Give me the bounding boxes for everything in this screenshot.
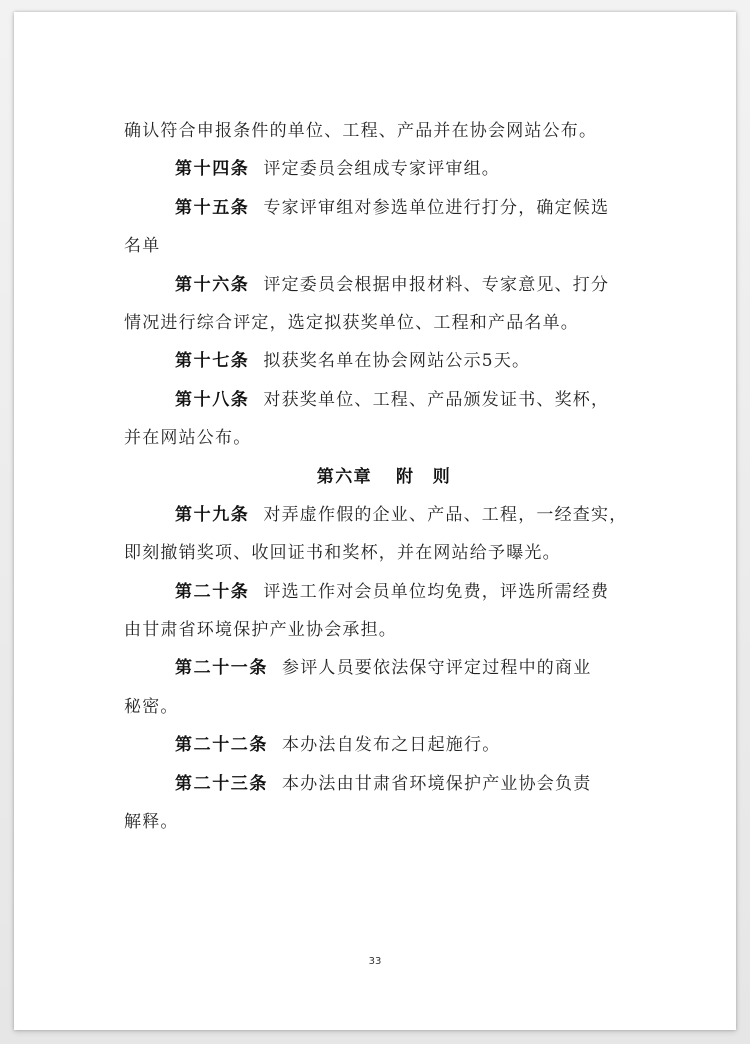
article-text: 对弄虚作假的企业、产品、工程，一经查实， (263, 504, 628, 525)
page-number: 33 (368, 956, 382, 967)
text-line (124, 227, 644, 265)
article-number: 第二十一条 (175, 658, 268, 679)
article-22 (124, 726, 644, 764)
article-23 (124, 765, 644, 803)
article-16 (124, 266, 644, 304)
article-text: 拟获奖名单在协会网站公示5天。 (263, 351, 531, 372)
article-text: 专家评审组对参选单位进行打分，确定候选 (263, 197, 610, 218)
text-line (124, 304, 644, 342)
line-text: 确认符合申报条件的单位、工程、产品并在协会网站公布。 (124, 121, 598, 141)
article-number: 第十六条 (175, 274, 250, 295)
article-number: 第二十条 (175, 581, 250, 602)
article-number: 第二十二条 (175, 735, 268, 756)
article-text: 对获奖单位、工程、产品颁发证书、奖杯， (263, 389, 610, 410)
article-15 (124, 189, 644, 227)
line-text: 并在网站公布。 (124, 428, 252, 449)
text-line (124, 688, 644, 726)
article-19 (124, 496, 644, 534)
chapter-title: 附 则 (396, 466, 452, 487)
text-line (124, 534, 644, 572)
article-text: 本办法由甘肃省环境保护产业协会负责 (282, 773, 592, 794)
article-14 (124, 150, 644, 188)
article-20 (124, 573, 644, 611)
article-number: 第十四条 (175, 159, 250, 180)
article-text: 评定委员会组成专家评审组。 (263, 159, 501, 180)
article-number: 第十九条 (175, 504, 250, 525)
article-text: 评选工作对会员单位均免费，评选所需经费 (263, 581, 610, 602)
text-line (124, 419, 644, 457)
article-number: 第二十三条 (175, 773, 268, 794)
article-number: 第十七条 (175, 351, 250, 372)
article-number: 第十五条 (175, 197, 250, 218)
text-line (124, 611, 644, 649)
chapter-number: 第六章 (316, 466, 372, 487)
article-number: 第十八条 (175, 389, 250, 410)
line-text: 由甘肃省环境保护产业协会承担。 (124, 620, 397, 641)
article-text: 本办法自发布之日起施行。 (282, 735, 501, 756)
line-text: 解释。 (124, 812, 179, 833)
line-text: 秘密。 (124, 696, 179, 717)
article-text: 评定委员会根据申报材料、专家意见、打分 (263, 274, 610, 295)
document-body (124, 112, 644, 841)
line-text: 情况进行综合评定，选定拟获奖单位、工程和产品名单。 (124, 312, 579, 333)
text-line (124, 803, 644, 841)
chapter-heading (124, 458, 644, 496)
document-page[interactable] (14, 12, 736, 1030)
text-line (124, 112, 644, 150)
article-17 (124, 342, 644, 380)
line-text: 即刻撤销奖项、收回证书和奖杯，并在网站给予曝光。 (124, 543, 561, 564)
article-text: 参评人员要依法保守评定过程中的商业 (282, 658, 592, 679)
article-21 (124, 649, 644, 687)
line-text: 名单 (124, 236, 161, 257)
article-18 (124, 381, 644, 419)
